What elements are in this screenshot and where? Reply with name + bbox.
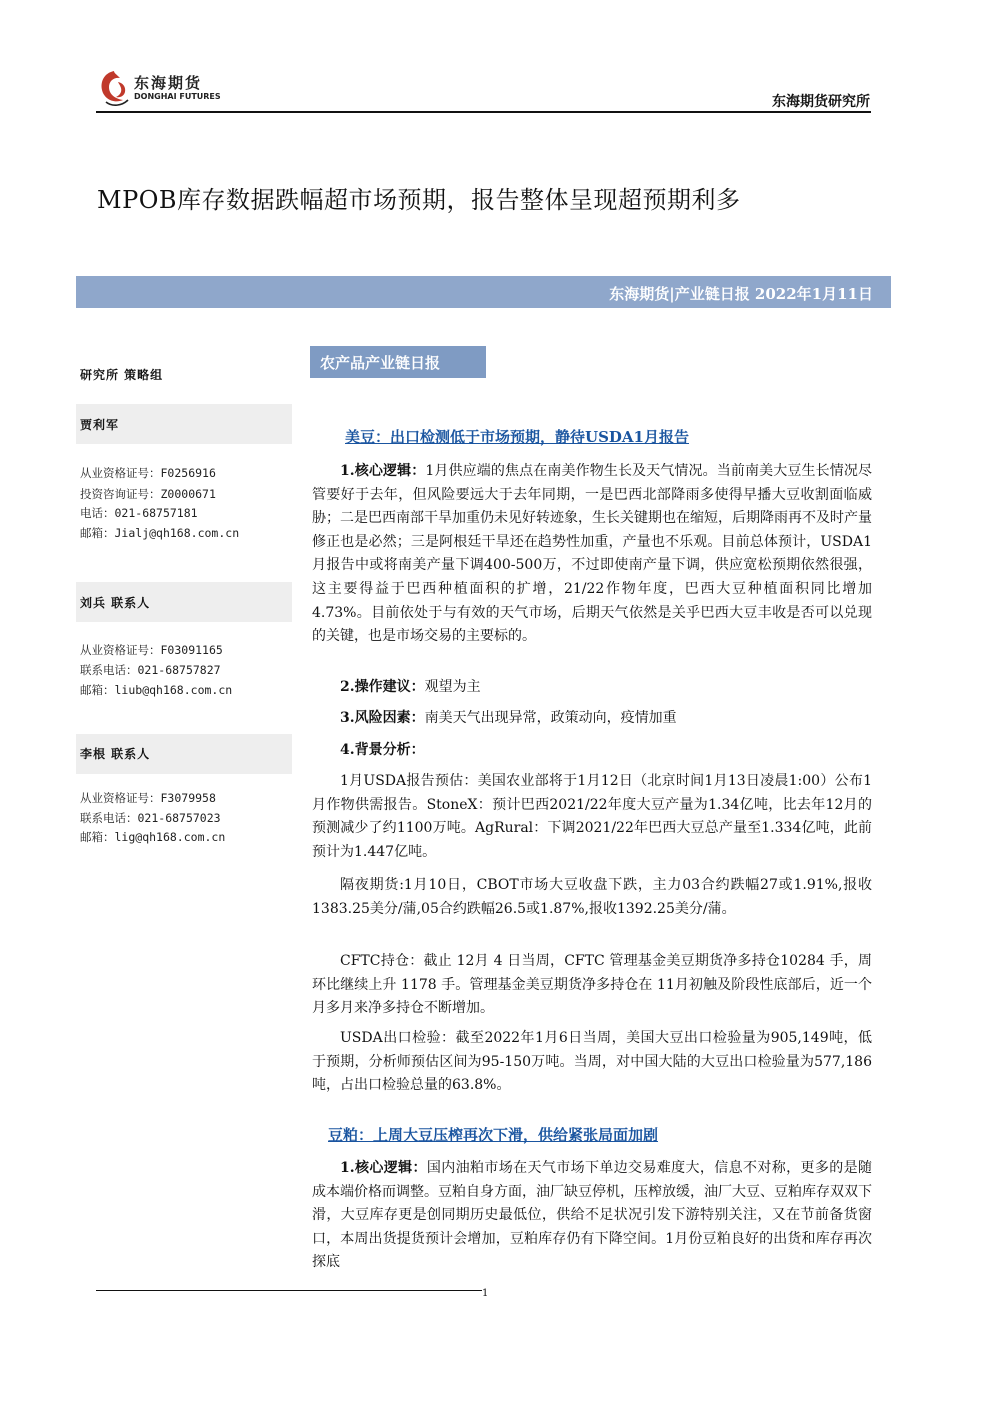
bg-para-cftc: CFTC持仓：截止 12月 4 日当周，CFTC 管理基金美豆期货净多持仓10284 手，周环比继续上升 1178 手。管理基金美豆期货净多持仓在 11月初触及阶段性底部后，近一个月多月来净多持仓不断增加。 <box>312 953 872 1017</box>
core-logic-label: 1.核心逻辑： <box>340 463 426 479</box>
op-advice-label: 2.操作建议： <box>340 679 425 695</box>
core-logic-text: 1月供应端的焦点在南美作物生长及天气情况。当前南美大豆生长情况尽管要好于去年，但风险要远大于去年同期，一是巴西北部降雨多使得早播大豆收割面临威胁；二是巴西南部干旱加重仍未见好转迹象，生长关键期也在缩短，后期降雨再不及时产量修正也是必然；三是阿根廷干旱还在趋势性加重，产量也不乐观。目前总体预计，USDA1月报告中或将南美产量下调400-500万，不过即使南产量下调，供应宽松预期依然很强，这主要得益于巴西种植面积的扩增，21/22作物年度，巴西大豆种植面积同比增加4.73%。目前依处于与有效的天气市场，后期天气依然是关乎巴西大豆丰收是否可以兑现的关键，也是市场交易的主要标的。 <box>312 463 872 645</box>
dragon-logo-icon <box>96 68 132 108</box>
header-rule <box>96 111 871 113</box>
section-tag-label: 农产品产业链日报 <box>320 354 441 372</box>
background-heading <box>312 739 872 763</box>
donghai-logo <box>96 68 236 108</box>
analyst-1-email[interactable]: 邮箱：Jialj@qh168.com.cn <box>80 526 240 540</box>
logo-text-en: DONGHAI FUTURES <box>134 92 221 101</box>
background-label: 4.背景分析： <box>340 742 425 758</box>
page-title: MPOB库存数据跌幅超市场预期，报告整体呈现超预期利多 <box>97 186 741 214</box>
op-advice <box>312 676 872 700</box>
header-institute: 东海期货研究所 <box>772 94 870 110</box>
analyst-3-email[interactable]: 邮箱：lig@qh168.com.cn <box>80 830 226 844</box>
analyst-name-3: 李根 联系人 <box>80 747 151 761</box>
analyst-1-line: 电话：021-68757181 <box>80 506 198 520</box>
risk-factors <box>312 707 872 731</box>
logo-text-cn: 东海期货 <box>134 74 203 92</box>
analyst-2-email[interactable]: 邮箱：liub@qh168.com.cn <box>80 683 233 697</box>
report-banner <box>76 276 891 308</box>
research-group: 研究所 策略组 <box>80 368 164 382</box>
bg-para-overnight: 隔夜期货:1月10日，CBOT市场大豆收盘下跌，主力03合约跌幅27或1.91%,报收1383.25美分/蒲,05合约跌幅26.5或1.87%,报收1392.25美分/蒲。 <box>312 877 872 917</box>
core-logic-meal <box>312 1157 872 1275</box>
analyst-1-line: 从业资格证号：F0256916 <box>80 466 216 480</box>
core-logic-label: 1.核心逻辑： <box>340 1160 427 1176</box>
bg-para-usda: 1月USDA报告预估：美国农业部将于1月12日（北京时间1月13日凌晨1:00）公布1月作物供需报告。StoneX：预计巴西2021/22年度大豆产量为1.34亿吨，比去年12月的预测减少了约1100万吨。AgRural：下调2021/22年巴西大豆总产量至1.334亿吨，此前预计为1.447亿吨。 <box>312 773 872 860</box>
risk-label: 3.风险因素： <box>340 710 425 726</box>
banner-text: 东海期货|产业链日报 2022年1月11日 <box>609 285 873 303</box>
analyst-1-line: 投资咨询证号：Z0000671 <box>80 487 216 501</box>
footer-rule <box>96 1290 482 1291</box>
page-number: 1 <box>482 1288 489 1299</box>
section-title-soybean: 美豆：出口检测低于市场预期，静待USDA1月报告 <box>345 428 689 446</box>
op-advice-text: 观望为主 <box>424 679 481 695</box>
analyst-3-line: 联系电话：021-68757023 <box>80 811 221 825</box>
analyst-2-line: 联系电话：021-68757827 <box>80 663 221 677</box>
section-tag <box>310 346 486 378</box>
core-logic-soybean <box>312 460 872 649</box>
core-logic-text: 国内油粕市场在天气市场下单边交易难度大，信息不对称，更多的是随成本端价格而调整。豆粕自身方面，油厂缺豆停机，压榨放缓，油厂大豆、豆粕库存双双下滑，大豆库存更是创同期历史最低位，供给不足状况引发下游特别关注，又在节前备货窗口，本周出货提货预计会增加，豆粕库存仍有下降空间。1月份豆粕良好的出货和库存再次探底 <box>312 1160 873 1271</box>
analyst-name-2: 刘兵 联系人 <box>80 596 151 610</box>
analyst-name-1: 贾利军 <box>80 418 120 432</box>
bg-para-export: USDA出口检验：截至2022年1月6日当周，美国大豆出口检验量为905,149吨，低于预期，分析师预估区间为95-150万吨。当周，对中国大陆的大豆出口检验量为577,186吨，占出口检验总量的63.8%。 <box>312 1030 872 1094</box>
section-title-meal: 豆粕：上周大豆压榨再次下滑，供给紧张局面加剧 <box>328 1126 659 1144</box>
analyst-2-line: 从业资格证号：F03091165 <box>80 643 223 657</box>
risk-text: 南美天气出现异常，政策动向，疫情加重 <box>424 710 677 726</box>
analyst-3-line: 从业资格证号：F3079958 <box>80 791 216 805</box>
